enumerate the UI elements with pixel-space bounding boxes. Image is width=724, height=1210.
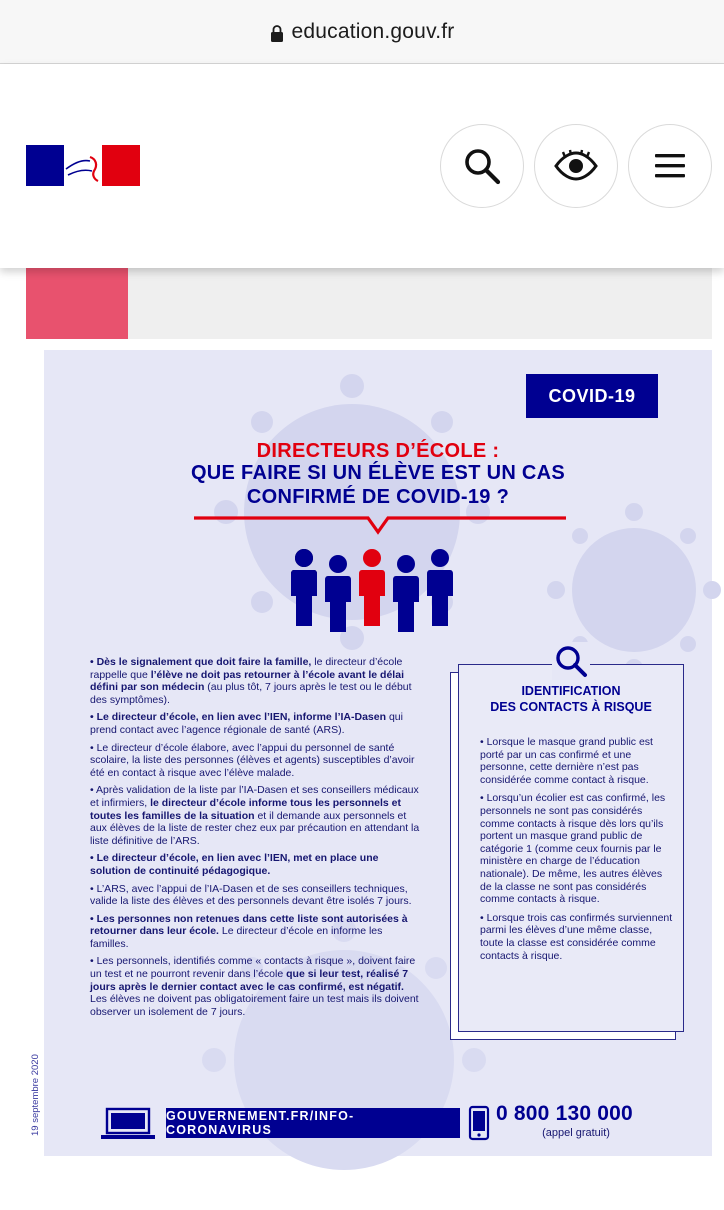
laptop-icon	[100, 1108, 156, 1140]
risk-contacts-list	[480, 736, 676, 968]
instruction-item: • Le directeur d’école, en lien avec l’IEN, informe l’IA-Dasen qui prend contact avec l’agence régionale de santé (ARS).	[90, 711, 403, 736]
poster-title-line: CONFIRMÉ DE COVID-19 ?	[246, 486, 510, 508]
poster-date: 19 septembre 2020	[30, 1054, 41, 1136]
instruction-item: • Après validation de la liste par l’IA-Dasen et ses conseillers médicaux et infirmiers, le directeur d’école informe tous les personnels et toutes les familles de la situation et il demande aux personnels et aux élèves de la liste de rester chez eux par précaution en attendant la liste définitive de l’ARS.	[90, 784, 420, 847]
instruction-item: • Les personnels, identifiés comme « contacts à risque », doivent faire un test et ne pourront revenir dans l’école que si leur test, réalisé 7 jours après le dernier contact avec le cas confirmé, est négatif. Les élèves ne doivent pas obligatoirement faire un test mais ils doivent observer un isolement de 7 jours.	[90, 955, 419, 1018]
search-button[interactable]	[440, 124, 524, 208]
speech-bubble-line	[192, 516, 568, 538]
accessibility-button[interactable]	[534, 124, 618, 208]
phone-note: (appel gratuit)	[542, 1127, 610, 1139]
instructions-list	[90, 656, 422, 1023]
browser-url-bar[interactable]	[0, 0, 724, 64]
gov-info-link[interactable]: GOUVERNEMENT.FR/INFO-CORONAVIRUS	[166, 1108, 460, 1138]
menu-button[interactable]	[628, 124, 712, 208]
covid-tag: COVID-19	[526, 374, 658, 418]
risk-item: • Lorsqu’un écolier est cas confirmé, les personnels ne sont pas considérés comme contacts à risque dès lors qu’ils portent un masque grand public de catégorie 1 (comme ceux fournis par le ministère en charge de l’éducation nationale). De même, les autres élèves de la classe ne sont pas considérés comme contacts à risque.	[480, 792, 666, 906]
poster-title	[44, 461, 712, 509]
risk-item: • Lorsque trois cas confirmés surviennent parmi les élèves d’une même classe, toute la classe est considérée comme contacts à risque.	[480, 911, 673, 962]
magnifier-icon	[552, 642, 590, 680]
info-box-title: IDENTIFICATION DES CONTACTS À RISQUE	[490, 684, 652, 714]
site-header	[0, 64, 724, 268]
search-icon	[461, 145, 503, 187]
instruction-item: • Le directeur d’école élabore, avec l’appui du personnel de santé scolaire, la liste des personnes (élèves et agents) susceptibles d’avoir été en contact à risque avec l’élève malade.	[90, 741, 415, 779]
accent-block	[26, 268, 128, 339]
republique-francaise-logo[interactable]	[26, 145, 140, 186]
poster-title-red: DIRECTEURS D’ÉCOLE :	[256, 440, 500, 462]
risk-item: • Lorsque le masque grand public est porté par un cas confirmé et une personne, cette dernière n’est pas considérée comme contact à risque.	[480, 736, 653, 786]
people-icon	[290, 546, 458, 630]
phone-icon	[468, 1106, 490, 1140]
menu-icon	[654, 152, 686, 180]
poster-title-line: QUE FAIRE SI UN ÉLÈVE EST UN CAS	[190, 462, 566, 484]
page-banner	[26, 268, 712, 339]
covid-poster	[30, 350, 712, 1156]
instruction-item: • Le directeur d’école, en lien avec l’IEN, met en place une solution de continuité pédagogique.	[90, 852, 379, 877]
marianne-icon	[64, 145, 102, 186]
phone-number[interactable]: 0 800 130 000	[496, 1102, 633, 1125]
instruction-item: • L’ARS, avec l’appui de l’IA-Dasen et de ses conseillers techniques, valide la liste des élèves et des personnels devant être isolés 7 jours.	[90, 882, 412, 908]
instruction-item: • Les personnes non retenues dans cette liste sont autorisées à retourner dans leur école. Le directeur d’école en informe les familles.	[90, 912, 408, 950]
url-text[interactable]: education.gouv.fr	[291, 19, 455, 43]
lock-icon	[270, 24, 284, 42]
instruction-item: • Dès le signalement que doit faire la famille, le directeur d’école rappelle que l’élève ne doit pas retourner à l’école avant le délai défini par son médecin (au plus tôt, 7 jours après le test ou le début des symptômes).	[90, 656, 412, 706]
eye-icon	[553, 148, 599, 184]
